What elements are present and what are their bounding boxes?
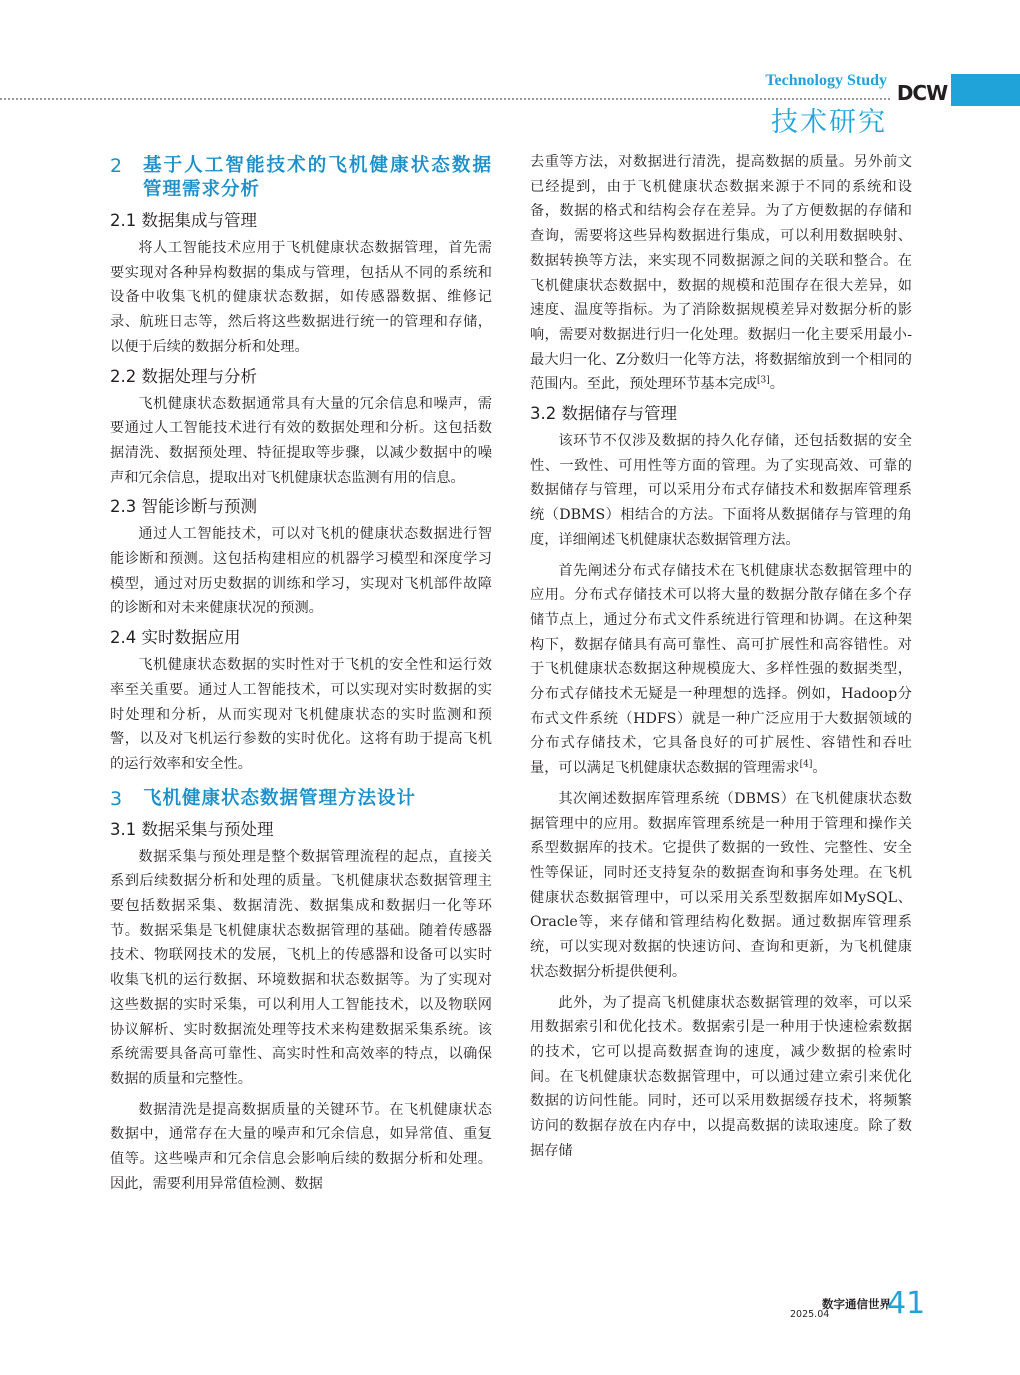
paragraph: 通过人工智能技术，可以对飞机的健康状态数据进行智能诊断和预测。这包括构建相应的机器学习模型和深度学习模型，通过对历史数据的训练和学习，实现对飞机部件故障的诊断和对未来健康状况的预测。 (110, 526, 492, 617)
paragraph-text: 去重等方法，对数据进行清洗，提高数据的质量。另外前文已经提到，由于飞机健康状态数据来源于不同的系统和设备，数据的格式和结构会存在差异。为了方便数据的存储和查询，需要将这些异构数据进行集成，可以利用数据映射、数据转换等方法，来实现不同数据源之间的关联和整合。在飞机健康状态数据中，数据的规模和范围存在很大差异，如速度、温度等指标。为了消除数据规模差异对数据分析的影响，需要对数据进行归一化处理。数据归一化主要采用最小-最大归一化、Z分数归一化等方法，将数据缩放到一个相同的范围内。至此，预处理环节基本完成 (530, 154, 912, 393)
page-number: 41 (887, 1286, 926, 1321)
header-category-en: Technology Study (765, 72, 887, 89)
subsection-3-1-heading: 3.1 数据采集与预处理 (110, 819, 274, 839)
section-title: 基于人工智能技术的飞机健康状态数据管理需求分析 (143, 155, 492, 200)
paragraph: 数据清洗是提高数据质量的关键环节。在飞机健康状态数据中，通常存在大量的噪声和冗余信息，如异常值、重复值等。这些噪声和冗余信息会影响后续的数据分析和处理。因此，需要利用异常值检测、数据 (110, 1101, 492, 1192)
paragraph: 此外，为了提高飞机健康状态数据管理的效率，可以采用数据索引和优化技术。数据索引是一种用于快速检索数据的技术，它可以提高数据查询的速度，减少数据的检索时间。在飞机健康状态数据管理中，可以通过建立索引来优化数据的访问性能。同时，还可以采用数据缓存技术，将频繁访问的数据存放在内存中，以提高数据的读取速度。除了数据存储 (530, 994, 912, 1159)
paragraph: 飞机健康状态数据通常具有大量的冗余信息和噪声，需要通过人工智能技术进行有效的数据处理和分析。这包括数据清洗、数据预处理、特征提取等步骤，以减少数据中的噪声和冗余信息，提取出对飞机健康状态监测有用的信息。 (110, 395, 492, 486)
citation-ref: [4] (799, 759, 813, 770)
paragraph: 飞机健康状态数据的实时性对于飞机的安全性和运行效率至关重要。通过人工智能技术，可以实现对实时数据的实时处理和分析，从而实现对飞机健康状态的实时监测和预警，以及对飞机运行参数的实时优化。这将有助于提高飞机的运行效率和安全性。 (110, 657, 492, 772)
paragraph: 其次阐述数据库管理系统（DBMS）在飞机健康状态数据管理中的应用。数据库管理系统是一种用于管理和操作关系型数据库的技术。它提供了数据的一致性、完整性、安全性等保证，同时还支持复杂的数据查询和事务处理。在飞机健康状态数据管理中，可以采用关系型数据库如MySQL、Oracle等，来存储和管理结构化数据。通过数据库管理系统，可以实现对数据的快速访问、查询和更新，为飞机健康状态数据分析提供便利。 (530, 790, 912, 980)
header-dotted-rule (0, 98, 890, 100)
paragraph (530, 559, 912, 781)
issue-date: 2025.04 (790, 1309, 830, 1320)
section-2-heading (110, 154, 492, 202)
citation-ref: [3] (757, 375, 770, 386)
section-number: 3 (110, 787, 123, 810)
section-3-heading (110, 787, 492, 811)
paragraph-text: 首先阐述分布式存储技术在飞机健康状态数据管理中的应用。分布式存储技术可以将大量的数据分散存储在多个存储节点上，通过分布式文件系统进行管理和协调。在这种架构下，数据存储具有高可靠性、高可扩展性和高容错性。对于飞机健康状态数据这种规模庞大、多样性强的数据类型，分布式存储技术无疑是一种理想的选择。例如，Hadoop分布式文件系统（HDFS）就是一种广泛应用于大数据领域的分布式存储技术，它具备良好的可扩展性、容错性和吞吐量，可以满足飞机健康状态数据的管理需求 (530, 562, 912, 777)
paragraph-continued (530, 150, 912, 397)
header-category-zh: 技术研究 (771, 107, 887, 138)
left-column (110, 150, 492, 1203)
subsection-3-2-heading: 3.2 数据储存与管理 (530, 404, 677, 424)
dcw-logo: DCW (896, 81, 948, 105)
right-column (530, 150, 912, 1169)
paragraph: 该环节不仅涉及数据的持久化存储，还包括数据的安全性、一致性、可用性等方面的管理。为了实现高效、可靠的数据储存与管理，可以采用分布式存储技术和数据库管理系统（DBMS）相结合的方法。下面将从数据储存与管理的角度，详细阐述飞机健康状态数据管理方法。 (530, 433, 912, 548)
punctuation: 。 (769, 376, 784, 393)
paragraph: 数据采集与预处理是整个数据管理流程的起点，直接关系到后续数据分析和处理的质量。飞机健康状态数据管理主要包括数据采集、数据清洗、数据集成和数据归一化等环节。数据采集是飞机健康状态数据管理的基础。随着传感器技术、物联网技术的发展，飞机上的传感器和设备可以实时收集飞机的运行数据、环境数据和状态数据等。为了实现对这些数据的实时采集，可以利用人工智能技术，以及物联网协议解析、实时数据流处理等技术来构建数据采集系统。该系统需要具备高可靠性、高实时性和高效率的特点，以确保数据的质量和完整性。 (110, 848, 492, 1087)
subsection-2-1-heading: 2.1 数据集成与管理 (110, 211, 257, 230)
subsection-2-3-heading: 2.3 智能诊断与预测 (110, 497, 257, 517)
section-number: 2 (110, 155, 123, 177)
journal-name: 数字通信世界 (822, 1297, 891, 1311)
header-accent-bar (951, 74, 1020, 106)
paragraph: 将人工智能技术应用于飞机健康状态数据管理，首先需要实现对各种异构数据的集成与管理，包括从不同的系统和设备中收集飞机的健康状态数据，如传感器数据、维修记录、航班日志等，然后将这些数据进行统一的管理和存储，以便于后续的数据分析和处理。 (110, 240, 492, 355)
subsection-2-4-heading: 2.4 实时数据应用 (110, 628, 241, 648)
punctuation: 。 (812, 760, 827, 777)
subsection-2-2-heading: 2.2 数据处理与分析 (110, 366, 257, 386)
section-title: 飞机健康状态数据管理方法设计 (143, 787, 417, 809)
